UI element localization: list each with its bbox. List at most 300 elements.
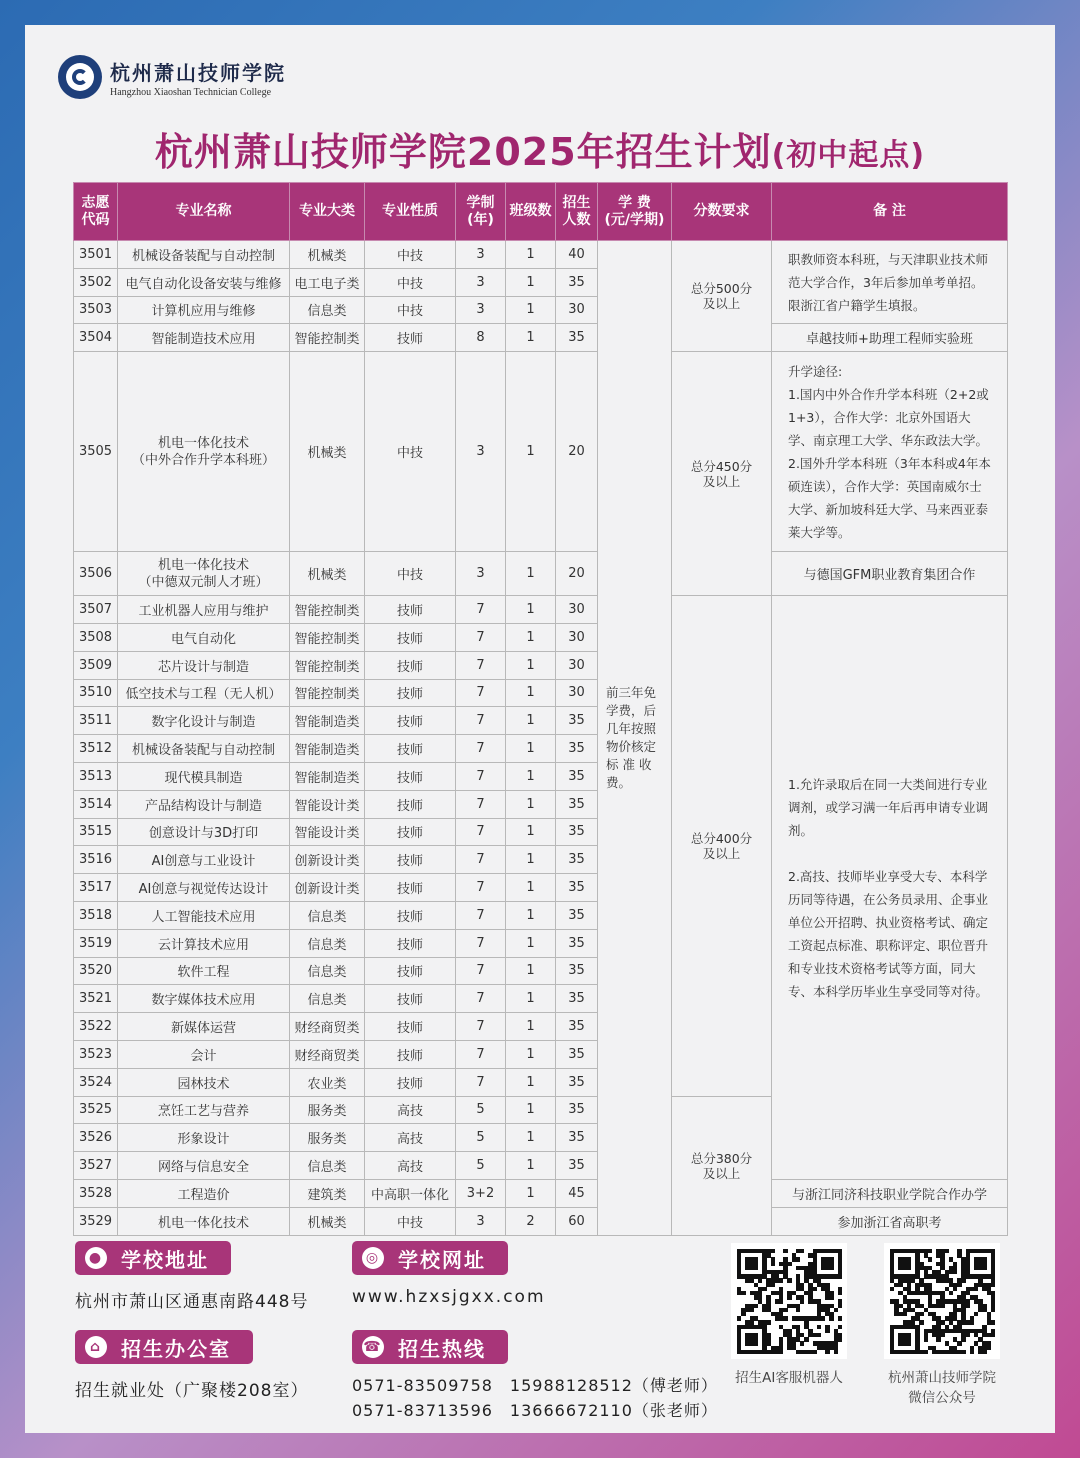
qr-module (787, 1295, 791, 1299)
row-category: 智能控制类 (290, 596, 365, 624)
qr-module (741, 1291, 745, 1295)
globe-icon: ◎ (362, 1247, 384, 1269)
row-nature: 技师 (365, 957, 456, 985)
row-major-name: 产品结构设计与制造 (118, 790, 290, 818)
row-years: 3 (456, 1207, 506, 1235)
qr-module (800, 1249, 804, 1253)
row-years: 5 (456, 1152, 506, 1180)
qr-module (924, 1337, 928, 1341)
row-classes: 1 (506, 651, 556, 679)
row-years: 7 (456, 623, 506, 651)
hotline-1[interactable]: 0571-83509758 15988128512（傅老师） (352, 1376, 718, 1395)
row-major-name: 机械设备装配与自动控制 (118, 241, 290, 269)
row-classes: 1 (506, 1068, 556, 1096)
remark-note: 与德国GFM职业教育集团合作 (772, 552, 1008, 596)
row-code: 3501 (74, 241, 118, 269)
row-years: 7 (456, 846, 506, 874)
row-enroll: 35 (556, 762, 598, 790)
table-row (74, 352, 1008, 552)
row-major-name: 创意设计与3D打印 (118, 818, 290, 846)
row-code: 3523 (74, 1040, 118, 1068)
row-category: 信息类 (290, 1152, 365, 1180)
row-code: 3507 (74, 596, 118, 624)
row-years: 5 (456, 1124, 506, 1152)
row-nature: 技师 (365, 651, 456, 679)
row-major-name: 人工智能技术应用 (118, 901, 290, 929)
qr-module (754, 1341, 758, 1345)
row-major-name: 电气自动化设备安装与维修 (118, 268, 290, 296)
qr-module (813, 1287, 817, 1291)
row-classes: 1 (506, 901, 556, 929)
table-row (74, 596, 1008, 624)
row-code: 3527 (74, 1152, 118, 1180)
row-code: 3524 (74, 1068, 118, 1096)
address-label: ● 学校地址 (75, 1241, 231, 1275)
row-major-name: 工业机器人应用与维护 (118, 596, 290, 624)
row-major-name: 机电一体化技术 （中外合作升学本科班） (118, 352, 290, 552)
poster-card (25, 25, 1055, 1433)
row-years: 7 (456, 651, 506, 679)
score-requirement: 总分500分 及以上 (672, 241, 772, 352)
row-category: 服务类 (290, 1124, 365, 1152)
row-nature: 高技 (365, 1096, 456, 1124)
row-nature: 技师 (365, 1013, 456, 1041)
qr-module (754, 1266, 758, 1270)
remark-note: 与浙江同济科技职业学院合作办学 (772, 1179, 1008, 1207)
row-years: 7 (456, 874, 506, 902)
qr-module (800, 1299, 804, 1303)
phone-icon: ☎ (362, 1336, 384, 1358)
row-classes: 1 (506, 1179, 556, 1207)
row-major-name: 计算机应用与维修 (118, 296, 290, 324)
qr-module (829, 1295, 833, 1299)
qr-module (838, 1291, 842, 1295)
row-major-name: 软件工程 (118, 957, 290, 985)
row-classes: 1 (506, 1096, 556, 1124)
row-enroll: 35 (556, 846, 598, 874)
row-years: 7 (456, 762, 506, 790)
qr-module (928, 1249, 932, 1253)
row-code: 3505 (74, 352, 118, 552)
row-classes: 1 (506, 352, 556, 552)
qr-module (961, 1278, 965, 1282)
row-classes: 1 (506, 790, 556, 818)
row-code: 3506 (74, 552, 118, 596)
row-major-name: 云计算技术应用 (118, 929, 290, 957)
table-row (74, 1179, 1008, 1207)
qr-module (945, 1249, 949, 1253)
row-years: 7 (456, 901, 506, 929)
enrollment-table (73, 182, 1008, 1236)
qr-module (829, 1266, 833, 1270)
remark-note: 参加浙江省高职考 (772, 1207, 1008, 1235)
score-requirement: 总分380分 及以上 (672, 1096, 772, 1235)
row-classes: 1 (506, 818, 556, 846)
row-years: 3 (456, 241, 506, 269)
qr-module (970, 1320, 974, 1324)
row-nature: 技师 (365, 623, 456, 651)
home-icon: ⌂ (85, 1336, 107, 1358)
row-classes: 1 (506, 1013, 556, 1041)
remark-note: 1.允许录取后在同一大类间进行专业调剂，或学习满一年后再申请专业调剂。 2.高技、技师毕业享受大专、本科学历同等待遇，在公务员录用、企事业单位公开招聘、执业资格考试、确定工资起点标准、职称评定、职位晋升和专业技术资格考试等方面，同大专、本科学历毕业生享受同等对待。 (772, 596, 1008, 1180)
row-classes: 1 (506, 1152, 556, 1180)
row-classes: 1 (506, 762, 556, 790)
website-link[interactable]: www.hzxsjgxx.com (352, 1287, 546, 1307)
score-requirement: 总分400分 及以上 (672, 596, 772, 1096)
row-years: 7 (456, 707, 506, 735)
row-nature: 技师 (365, 790, 456, 818)
row-enroll: 30 (556, 679, 598, 707)
row-category: 智能设计类 (290, 818, 365, 846)
website-section (352, 1241, 546, 1307)
row-nature: 高技 (365, 1124, 456, 1152)
row-category: 智能制造类 (290, 707, 365, 735)
hotline-section (352, 1330, 718, 1421)
row-years: 7 (456, 790, 506, 818)
school-logo (58, 53, 286, 101)
qr-module (829, 1316, 833, 1320)
row-code: 3526 (74, 1124, 118, 1152)
row-nature: 技师 (365, 596, 456, 624)
row-nature: 高技 (365, 1152, 456, 1180)
row-category: 机械类 (290, 241, 365, 269)
row-nature: 技师 (365, 818, 456, 846)
header-years: 学制 (年) (456, 183, 506, 241)
qr-module (970, 1350, 974, 1354)
row-code: 3518 (74, 901, 118, 929)
table-row (74, 324, 1008, 352)
qr-module (787, 1262, 791, 1266)
header-classes: 班级数 (506, 183, 556, 241)
row-major-name: 机电一体化技术 (118, 1207, 290, 1235)
row-enroll: 35 (556, 1096, 598, 1124)
row-nature: 技师 (365, 324, 456, 352)
office-label: ⌂ 招生办公室 (75, 1330, 253, 1364)
row-enroll: 35 (556, 874, 598, 902)
row-major-name: 机械设备装配与自动控制 (118, 735, 290, 763)
row-nature: 技师 (365, 735, 456, 763)
qr-module (754, 1304, 758, 1308)
qr-module (771, 1249, 775, 1253)
row-code: 3516 (74, 846, 118, 874)
qr-module (991, 1308, 995, 1312)
row-classes: 1 (506, 874, 556, 902)
row-classes: 2 (506, 1207, 556, 1235)
page-subtitle: (初中起点) (771, 138, 926, 173)
row-years: 3 (456, 296, 506, 324)
row-major-name: 形象设计 (118, 1124, 290, 1152)
hotline-2[interactable]: 0571-83713596 13666672110（张老师） (352, 1401, 718, 1420)
row-enroll: 20 (556, 352, 598, 552)
row-category: 智能设计类 (290, 790, 365, 818)
row-code: 3510 (74, 679, 118, 707)
row-major-name: AI创意与工业设计 (118, 846, 290, 874)
table-row (74, 241, 1008, 269)
row-code: 3513 (74, 762, 118, 790)
qr-module (783, 1249, 787, 1253)
qr-module (919, 1320, 923, 1324)
row-nature: 技师 (365, 901, 456, 929)
row-code: 3528 (74, 1179, 118, 1207)
office-text: 招生就业处（广聚楼208室） (75, 1381, 309, 1401)
qr-module (953, 1270, 957, 1274)
qr-module (961, 1350, 965, 1354)
row-category: 智能控制类 (290, 679, 365, 707)
row-major-name: 园林技术 (118, 1068, 290, 1096)
qr-module (800, 1341, 804, 1345)
qr-module (783, 1308, 787, 1312)
row-enroll: 35 (556, 707, 598, 735)
row-major-name: AI创意与视觉传达设计 (118, 874, 290, 902)
qr-module (762, 1287, 766, 1291)
table-row (74, 1207, 1008, 1235)
row-code: 3512 (74, 735, 118, 763)
ai-service-qr-code[interactable] (731, 1243, 847, 1359)
row-enroll: 30 (556, 651, 598, 679)
row-nature: 技师 (365, 707, 456, 735)
row-code: 3504 (74, 324, 118, 352)
row-code: 3522 (74, 1013, 118, 1041)
row-classes: 1 (506, 985, 556, 1013)
address-section (75, 1241, 308, 1312)
row-category: 智能控制类 (290, 324, 365, 352)
row-classes: 1 (506, 679, 556, 707)
row-classes: 1 (506, 707, 556, 735)
qr-module (907, 1341, 911, 1345)
qr-module (966, 1333, 970, 1337)
school-emblem-icon (58, 55, 102, 99)
row-category: 智能控制类 (290, 623, 365, 651)
qr-module (779, 1350, 783, 1354)
row-code: 3508 (74, 623, 118, 651)
row-nature: 技师 (365, 1068, 456, 1096)
row-category: 信息类 (290, 929, 365, 957)
row-years: 3 (456, 352, 506, 552)
row-category: 创新设计类 (290, 846, 365, 874)
table-row (74, 552, 1008, 596)
logo-name-cn: 杭州萧山技师学院 (110, 60, 286, 85)
fee-note: 前三年免学费，后几年按照物价核定标 准 收费。 (598, 241, 672, 1236)
row-years: 5 (456, 1096, 506, 1124)
row-nature: 技师 (365, 762, 456, 790)
row-category: 电工电子类 (290, 268, 365, 296)
qr-module (838, 1304, 842, 1308)
row-nature: 中技 (365, 268, 456, 296)
row-enroll: 35 (556, 268, 598, 296)
qr-module (949, 1291, 953, 1295)
row-enroll: 30 (556, 296, 598, 324)
row-enroll: 35 (556, 1068, 598, 1096)
row-enroll: 35 (556, 790, 598, 818)
row-nature: 中技 (365, 352, 456, 552)
qr-module (834, 1308, 838, 1312)
qr-module (758, 1278, 762, 1282)
row-nature: 技师 (365, 929, 456, 957)
row-classes: 1 (506, 324, 556, 352)
table-header-row (74, 183, 1008, 241)
header-category: 专业大类 (290, 183, 365, 241)
qr-module (987, 1346, 991, 1350)
row-category: 机械类 (290, 1207, 365, 1235)
remark-note: 升学途径: 1.国内中外合作升学本科班（2+2或1+3），合作大学：北京外国语大学、南京理工大学、华东政法大学。 2.国外升学本科班（3年本科或4年本硕连读），合作大学：英国南威尔士大学、新加坡科廷大学、马来西亚泰莱大学等。 (772, 352, 1008, 552)
qr-module (974, 1287, 978, 1291)
location-pin-icon: ● (85, 1247, 107, 1269)
row-enroll: 40 (556, 241, 598, 269)
qr-module (771, 1283, 775, 1287)
qr-module (940, 1304, 944, 1308)
row-enroll: 30 (556, 596, 598, 624)
row-category: 信息类 (290, 985, 365, 1013)
office-section (75, 1330, 308, 1401)
website-label: ◎ 学校网址 (352, 1241, 508, 1275)
header-fee: 学 费 (元/学期) (598, 183, 672, 241)
qr-module (838, 1316, 842, 1320)
row-major-name: 现代模具制造 (118, 762, 290, 790)
header-nature: 专业性质 (365, 183, 456, 241)
row-years: 7 (456, 1068, 506, 1096)
page-title: 杭州萧山技师学院2025年招生计划(初中起点) (154, 130, 926, 174)
row-classes: 1 (506, 846, 556, 874)
row-classes: 1 (506, 1124, 556, 1152)
row-nature: 中技 (365, 552, 456, 596)
row-years: 7 (456, 1013, 506, 1041)
qr-module (982, 1266, 986, 1270)
row-years: 3 (456, 552, 506, 596)
qr-module (838, 1274, 842, 1278)
row-nature: 技师 (365, 1040, 456, 1068)
row-code: 3529 (74, 1207, 118, 1235)
row-code: 3514 (74, 790, 118, 818)
row-major-name: 智能制造技术应用 (118, 324, 290, 352)
qr-module (903, 1312, 907, 1316)
qr-module (796, 1308, 800, 1312)
row-years: 7 (456, 957, 506, 985)
row-years: 7 (456, 929, 506, 957)
qr-module (838, 1337, 842, 1341)
row-enroll: 35 (556, 985, 598, 1013)
row-code: 3509 (74, 651, 118, 679)
row-nature: 技师 (365, 874, 456, 902)
row-enroll: 20 (556, 552, 598, 596)
row-enroll: 45 (556, 1179, 598, 1207)
qr-module (825, 1350, 829, 1354)
remark-note: 职教师资本科班，与天津职业技术师范大学合作，3年后参加单考单招。限浙江省户籍学生填报。 (772, 241, 1008, 324)
row-code: 3511 (74, 707, 118, 735)
row-nature: 技师 (365, 985, 456, 1013)
row-code: 3521 (74, 985, 118, 1013)
qr-module (804, 1337, 808, 1341)
qr-module (737, 1316, 741, 1320)
remark-note: 卓越技师+助理工程师实验班 (772, 324, 1008, 352)
row-nature: 中高职一体化 (365, 1179, 456, 1207)
row-major-name: 数字化设计与制造 (118, 707, 290, 735)
row-category: 智能制造类 (290, 762, 365, 790)
header-score: 分数要求 (672, 183, 772, 241)
row-enroll: 35 (556, 1124, 598, 1152)
row-major-name: 机电一体化技术 （中德双元制人才班） (118, 552, 290, 596)
qr-module (838, 1325, 842, 1329)
row-code: 3517 (74, 874, 118, 902)
row-classes: 1 (506, 929, 556, 957)
qr-module (817, 1325, 821, 1329)
row-category: 机械类 (290, 552, 365, 596)
qr-module (787, 1278, 791, 1282)
qr-module (991, 1283, 995, 1287)
row-category: 财经商贸类 (290, 1013, 365, 1041)
row-years: 7 (456, 735, 506, 763)
row-classes: 1 (506, 957, 556, 985)
qr-module (907, 1266, 911, 1270)
row-years: 7 (456, 818, 506, 846)
row-enroll: 35 (556, 818, 598, 846)
row-code: 3519 (74, 929, 118, 957)
qr-module (741, 1312, 745, 1316)
qr-module (953, 1287, 957, 1291)
row-category: 智能制造类 (290, 735, 365, 763)
score-requirement: 总分450分 及以上 (672, 352, 772, 596)
qr-module (919, 1312, 923, 1316)
header-name: 专业名称 (118, 183, 290, 241)
row-code: 3520 (74, 957, 118, 985)
row-major-name: 会计 (118, 1040, 290, 1068)
qr-module (817, 1333, 821, 1337)
row-category: 信息类 (290, 901, 365, 929)
qr-module (991, 1333, 995, 1337)
logo-name-en: Hangzhou Xiaoshan Technician College (110, 86, 272, 98)
row-classes: 1 (506, 623, 556, 651)
row-enroll: 30 (556, 623, 598, 651)
qr-module (991, 1320, 995, 1324)
qr-module (771, 1262, 775, 1266)
row-classes: 1 (506, 1040, 556, 1068)
qr-module (966, 1304, 970, 1308)
row-classes: 1 (506, 296, 556, 324)
wechat-qr-label: 杭州萧山技师学院 微信公众号 (888, 1370, 996, 1406)
row-category: 建筑类 (290, 1179, 365, 1207)
qr-module (940, 1333, 944, 1337)
row-category: 信息类 (290, 957, 365, 985)
row-years: 7 (456, 679, 506, 707)
row-major-name: 芯片设计与制造 (118, 651, 290, 679)
row-years: 3 (456, 268, 506, 296)
row-years: 3+2 (456, 1179, 506, 1207)
qr-module (928, 1257, 932, 1261)
row-classes: 1 (506, 268, 556, 296)
row-category: 信息类 (290, 296, 365, 324)
qr-module (936, 1337, 940, 1341)
row-major-name: 烹饪工艺与营养 (118, 1096, 290, 1124)
row-years: 7 (456, 985, 506, 1013)
qr-module (974, 1312, 978, 1316)
qr-module (961, 1337, 965, 1341)
qr-module (924, 1350, 928, 1354)
row-enroll: 35 (556, 1013, 598, 1041)
row-enroll: 35 (556, 324, 598, 352)
row-enroll: 60 (556, 1207, 598, 1235)
qr-module (957, 1341, 961, 1345)
row-nature: 中技 (365, 241, 456, 269)
qr-module (890, 1287, 894, 1291)
header-code: 志愿 代码 (74, 183, 118, 241)
qr-module (779, 1278, 783, 1282)
row-classes: 1 (506, 552, 556, 596)
row-code: 3503 (74, 296, 118, 324)
row-enroll: 35 (556, 901, 598, 929)
wechat-qr-code[interactable] (884, 1243, 1000, 1359)
row-enroll: 35 (556, 929, 598, 957)
row-enroll: 35 (556, 735, 598, 763)
row-enroll: 35 (556, 1152, 598, 1180)
